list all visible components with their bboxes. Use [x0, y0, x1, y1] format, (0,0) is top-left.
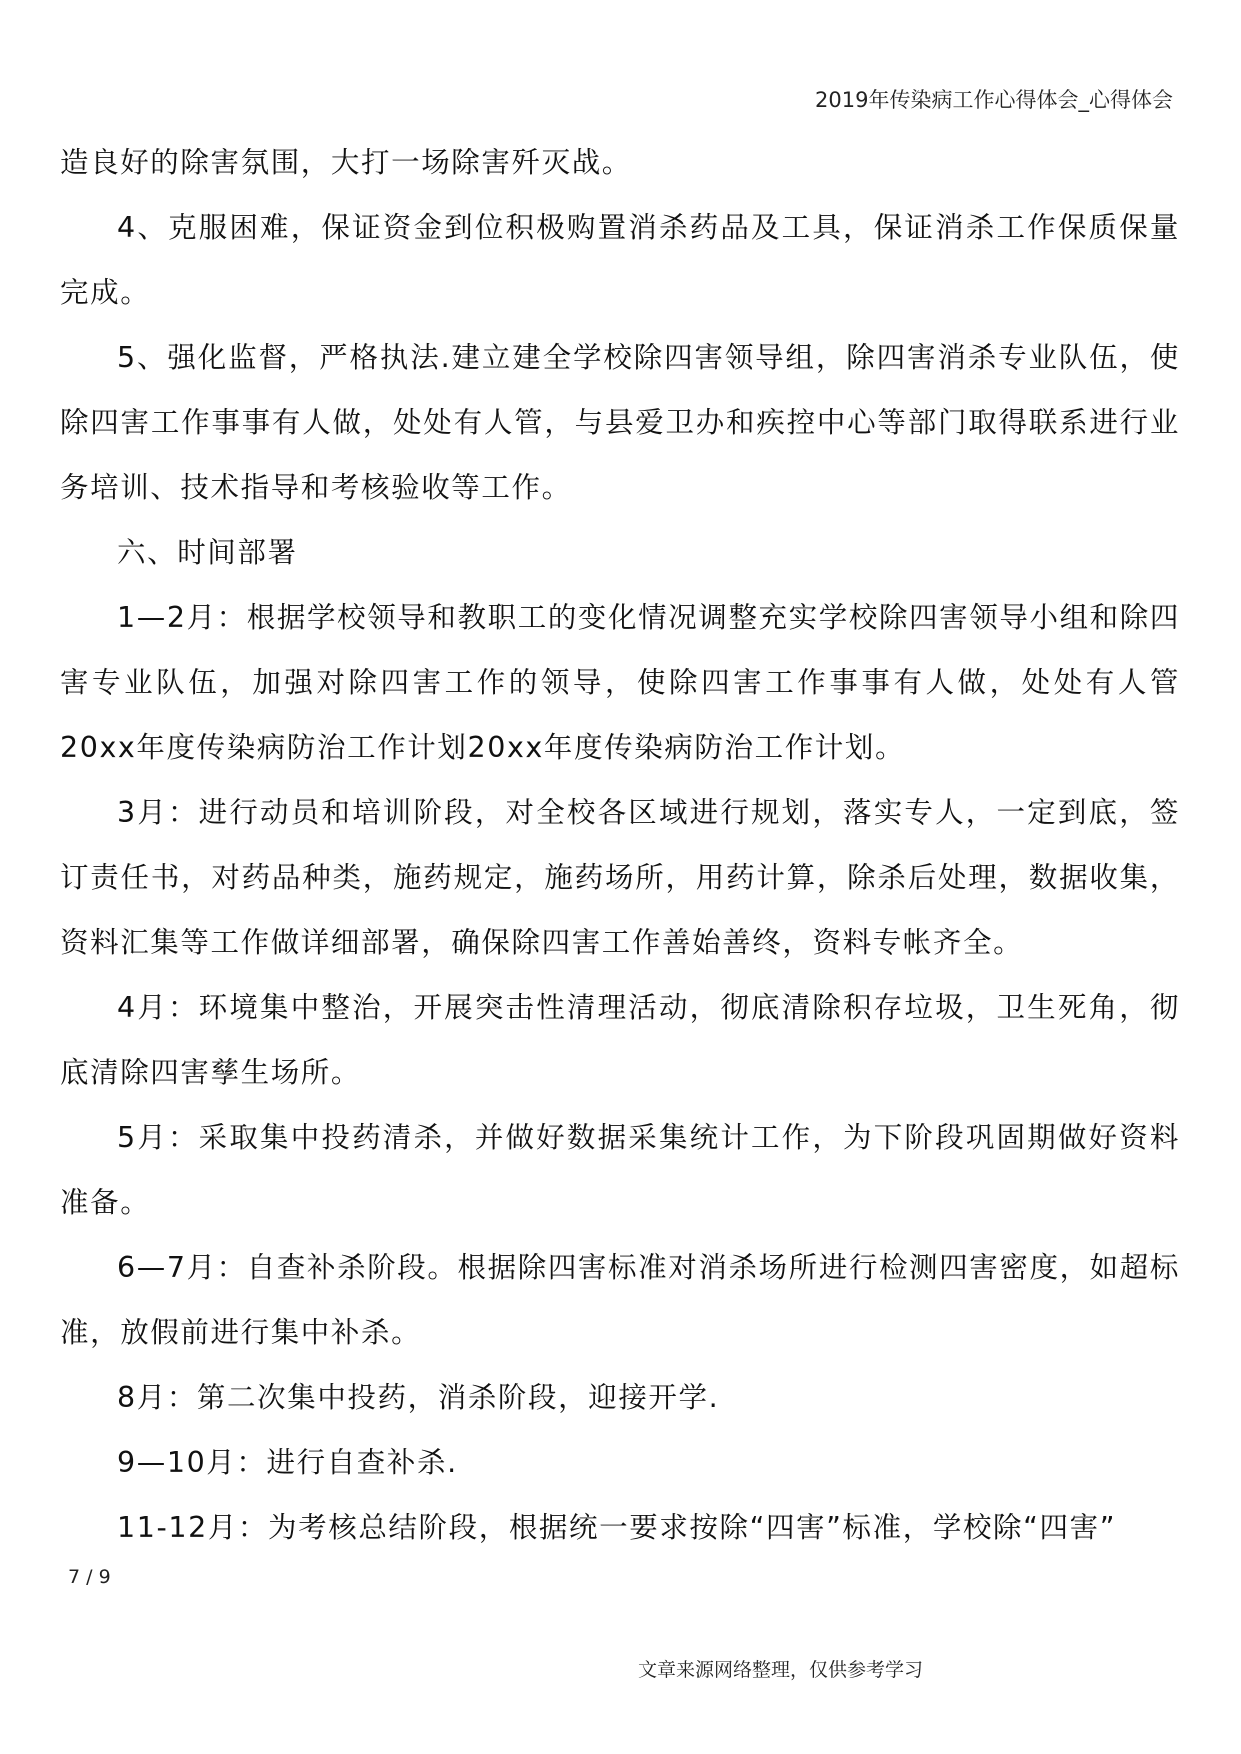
paragraph-6: 3月：进行动员和培训阶段，对全校各区域进行规划，落实专人，一定到底，签订责任书，对药品种类，施药规定，施药场所，用药计算，除杀后处理，数据收集，资料汇集等工作做详细部署，确保除四害工作善始善终，资料专帐齐全。 — [60, 796, 1180, 959]
paragraph-11: 9—10月：进行自查补杀. — [117, 1446, 458, 1479]
paragraph-12: 11-12月：为考核总结阶段，根据统一要求按除“四害”标准，学校除“四害” — [117, 1511, 1117, 1544]
document-body — [60, 130, 1180, 1560]
paragraph-2: 4、克服困难，保证资金到位积极购置消杀药品及工具，保证消杀工作保质保量完成。 — [60, 211, 1180, 309]
footer-note: 文章来源网络整理，仅供参考学习 — [638, 1659, 924, 1681]
paragraph-3: 5、强化监督，严格执法.建立建全学校除四害领导组，除四害消杀专业队伍，使除四害工作事事有人做，处处有人管，与县爱卫办和疾控中心等部门取得联系进行业务培训、技术指导和考核验收等工作。 — [60, 341, 1180, 504]
paragraph-10: 8月：第二次集中投药，消杀阶段，迎接开学. — [117, 1381, 720, 1414]
paragraph-8: 5月：采取集中投药清杀，并做好数据采集统计工作，为下阶段巩固期做好资料准备。 — [60, 1121, 1180, 1219]
page-number: 7 / 9 — [68, 1566, 111, 1588]
paragraph-5: 1—2月：根据学校领导和教职工的变化情况调整充实学校除四害领导小组和除四害专业队伍，加强对除四害工作的领导，使除四害工作事事有人做，处处有人管20xx年度传染病防治工作计划20xx年度传染病防治工作计划。 — [60, 601, 1180, 764]
paragraph-7: 4月：环境集中整治，开展突击性清理活动，彻底清除积存垃圾，卫生死角，彻底清除四害孳生场所。 — [60, 991, 1180, 1089]
paragraph-1: 造良好的除害氛围，大打一场除害歼灭战。 — [60, 146, 632, 179]
running-header: 2019年传染病工作心得体会_心得体会 — [815, 88, 1173, 112]
paragraph-9: 6—7月：自查补杀阶段。根据除四害标准对消杀场所进行检测四害密度，如超标准，放假前进行集中补杀。 — [60, 1251, 1180, 1349]
section-heading: 六、时间部署 — [117, 536, 298, 569]
